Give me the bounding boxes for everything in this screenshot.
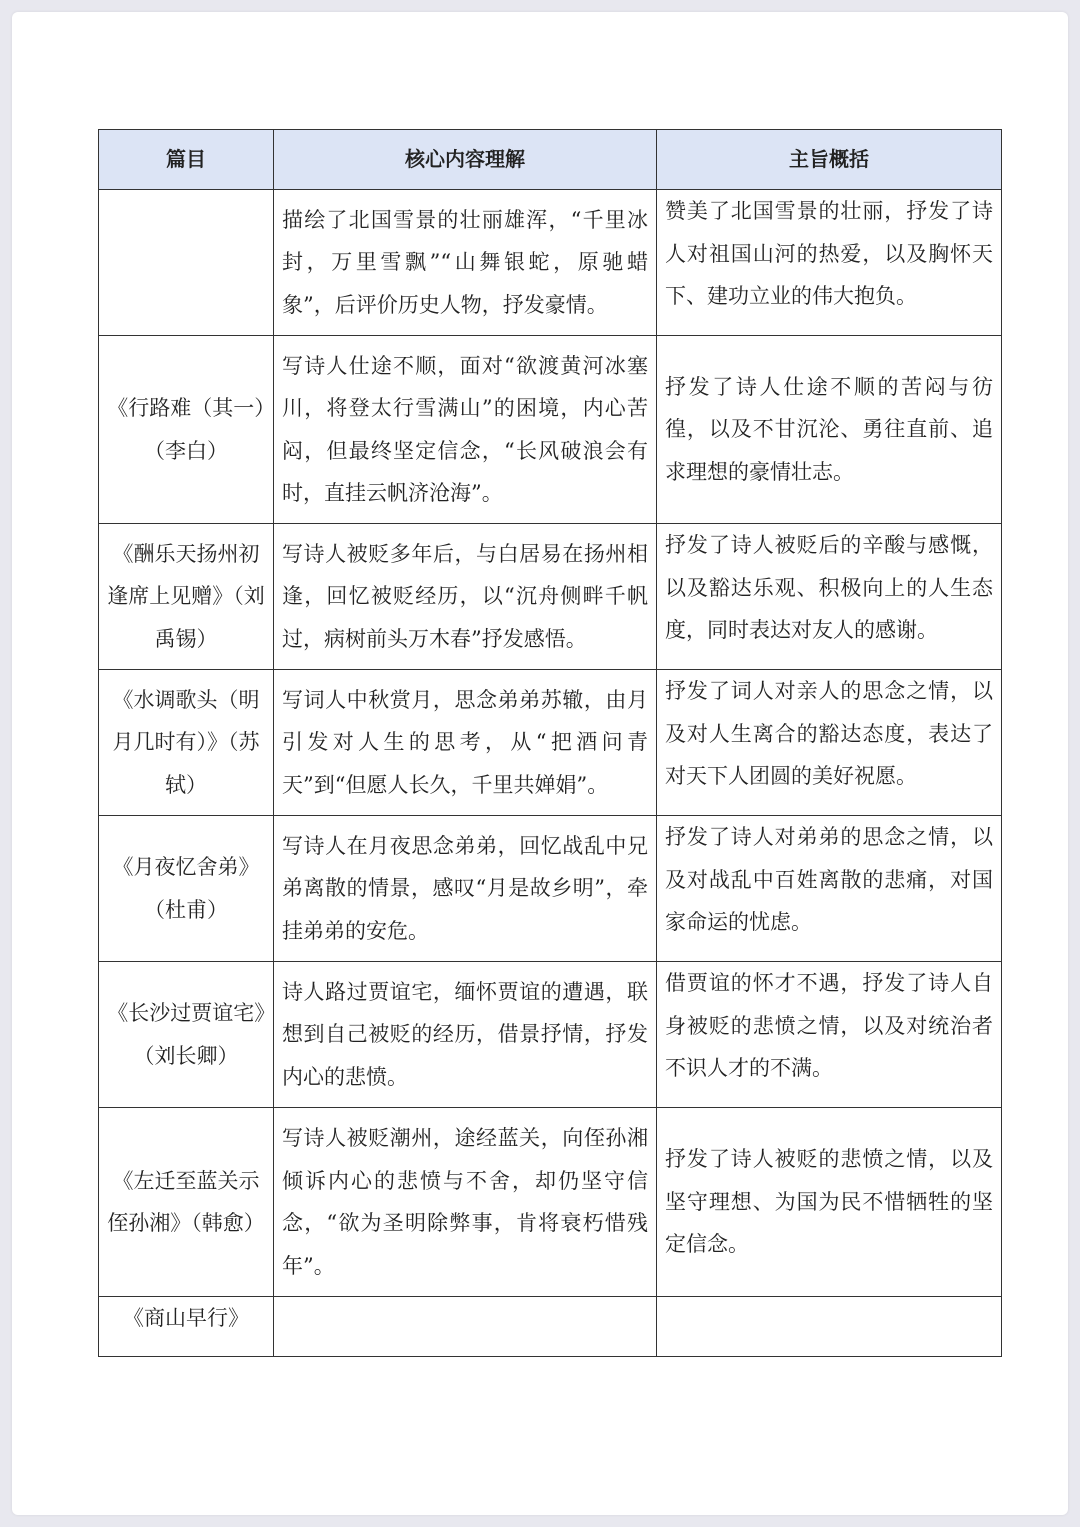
table-row (99, 190, 1002, 336)
theme-summary: 抒发了词人对亲人的思念之情，以及对人生离合的豁达态度，表达了对天下人团圆的美好祝愿。 (657, 670, 1002, 816)
poem-table (98, 129, 1002, 1357)
poem-title (99, 190, 274, 336)
core-content: 写诗人被贬潮州，途经蓝关，向侄孙湘倾诉内心的悲愤与不舍，却仍坚守信念，“欲为圣明除弊事，肯将衰朽惜残年”。 (274, 1108, 657, 1297)
document-page (12, 12, 1068, 1515)
core-content: 写诗人仕途不顺，面对“欲渡黄河冰塞川，将登太行雪满山”的困境，内心苦闷，但最终坚定信念，“长风破浪会有时，直挂云帆济沧海”。 (274, 336, 657, 524)
theme-summary: 抒发了诗人仕途不顺的苦闷与彷徨，以及不甘沉沦、勇往直前、追求理想的豪情壮志。 (657, 336, 1002, 524)
core-content: 描绘了北国雪景的壮丽雄浑，“千里冰封，万里雪飘”“山舞银蛇，原驰蜡象”，后评价历史人物，抒发豪情。 (274, 190, 657, 336)
poem-title: 《商山早行》 (99, 1297, 274, 1357)
table-row (99, 1108, 1002, 1297)
core-content: 写诗人在月夜思念弟弟，回忆战乱中兄弟离散的情景，感叹“月是故乡明”，牵挂弟弟的安危。 (274, 816, 657, 962)
table-header-row (99, 130, 1002, 190)
poem-title: 《长沙过贾谊宅》（刘长卿） (99, 962, 274, 1108)
core-content: 诗人路过贾谊宅，缅怀贾谊的遭遇，联想到自己被贬的经历，借景抒情，抒发内心的悲愤。 (274, 962, 657, 1108)
poem-title: 《酬乐天扬州初逢席上见赠》（刘禹锡） (99, 524, 274, 670)
table-row (99, 524, 1002, 670)
theme-summary: 借贾谊的怀才不遇，抒发了诗人自身被贬的悲愤之情，以及对统治者不识人才的不满。 (657, 962, 1002, 1108)
core-content: 写词人中秋赏月，思念弟弟苏辙，由月引发对人生的思考，从“把酒问青天”到“但愿人长久，千里共婵娟”。 (274, 670, 657, 816)
header-theme: 主旨概括 (657, 130, 1002, 190)
table-row (99, 336, 1002, 524)
table-row (99, 816, 1002, 962)
poem-title: 《左迁至蓝关示侄孙湘》（韩愈） (99, 1108, 274, 1297)
theme-summary: 抒发了诗人被贬后的辛酸与感慨，以及豁达乐观、积极向上的人生态度，同时表达对友人的感谢。 (657, 524, 1002, 670)
poem-title: 《水调歌头（明月几时有）》（苏轼） (99, 670, 274, 816)
header-core: 核心内容理解 (274, 130, 657, 190)
theme-summary: 赞美了北国雪景的壮丽，抒发了诗人对祖国山河的热爱，以及胸怀天下、建功立业的伟大抱负。 (657, 190, 1002, 336)
poem-title: 《月夜忆舍弟》（杜甫） (99, 816, 274, 962)
table-row (99, 670, 1002, 816)
theme-summary (657, 1297, 1002, 1357)
theme-summary: 抒发了诗人对弟弟的思念之情，以及对战乱中百姓离散的悲痛，对国家命运的忧虑。 (657, 816, 1002, 962)
poem-title: 《行路难（其一）（李白） (99, 336, 274, 524)
table-row (99, 1297, 1002, 1357)
header-title: 篇目 (99, 130, 274, 190)
core-content (274, 1297, 657, 1357)
table-row (99, 962, 1002, 1108)
core-content: 写诗人被贬多年后，与白居易在扬州相逢，回忆被贬经历，以“沉舟侧畔千帆过，病树前头万木春”抒发感悟。 (274, 524, 657, 670)
theme-summary: 抒发了诗人被贬的悲愤之情，以及坚守理想、为国为民不惜牺牲的坚定信念。 (657, 1108, 1002, 1297)
